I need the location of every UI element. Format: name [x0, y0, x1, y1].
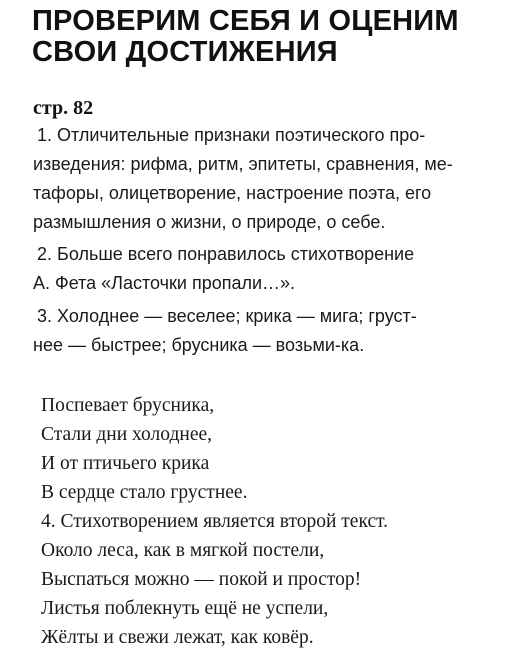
poem-line: Стали дни холоднее,: [41, 424, 213, 445]
answer-1-line: изведения: рифма, ритм, эпитеты, сравнения, ме-: [33, 154, 453, 174]
answer-3: [33, 302, 417, 360]
answer-2-line: А. Фета «Ласточки пропали…».: [33, 273, 296, 293]
answer-4-line: 4. Стихотворением является второй текст.: [41, 511, 389, 532]
answer-1: [33, 121, 453, 237]
answer-3-line: 3. Холоднее — веселее; крика — мига; груст-: [37, 306, 417, 326]
poem-line: Жёлты и свежи лежат, как ковёр.: [41, 627, 314, 648]
poem-line: И от птичьего крика: [41, 453, 210, 474]
poem-block: [41, 391, 388, 652]
answer-1-line: 1. Отличительные признаки поэтического про-: [37, 125, 426, 145]
answer-3-line: нее — быстрее; брусника — возьми-ка.: [33, 335, 365, 355]
page-title: [32, 6, 512, 68]
poem-line: Поспевает брусника,: [41, 395, 215, 416]
answer-2-line: 2. Больше всего понравилось стихотворение: [37, 244, 415, 264]
page-reference: стр. 82: [33, 97, 94, 119]
answer-2: [33, 240, 414, 298]
poem-line: Около леса, как в мягкой постели,: [41, 540, 325, 561]
poem-line: В сердце стало грустнее.: [41, 482, 248, 503]
answer-1-line: тафоры, олицетворение, настроение поэта, его: [33, 183, 432, 203]
answer-1-line: размышления о жизни, о природе, о себе.: [33, 212, 386, 232]
title-line-1: ПРОВЕРИМ СЕБЯ И ОЦЕНИМ: [32, 5, 459, 37]
poem-line: Листья поблекнуть ещё не успели,: [41, 598, 329, 619]
title-line-2: СВОИ ДОСТИЖЕНИЯ: [32, 36, 338, 68]
poem-line: Выспаться можно — покой и простор!: [41, 569, 362, 590]
